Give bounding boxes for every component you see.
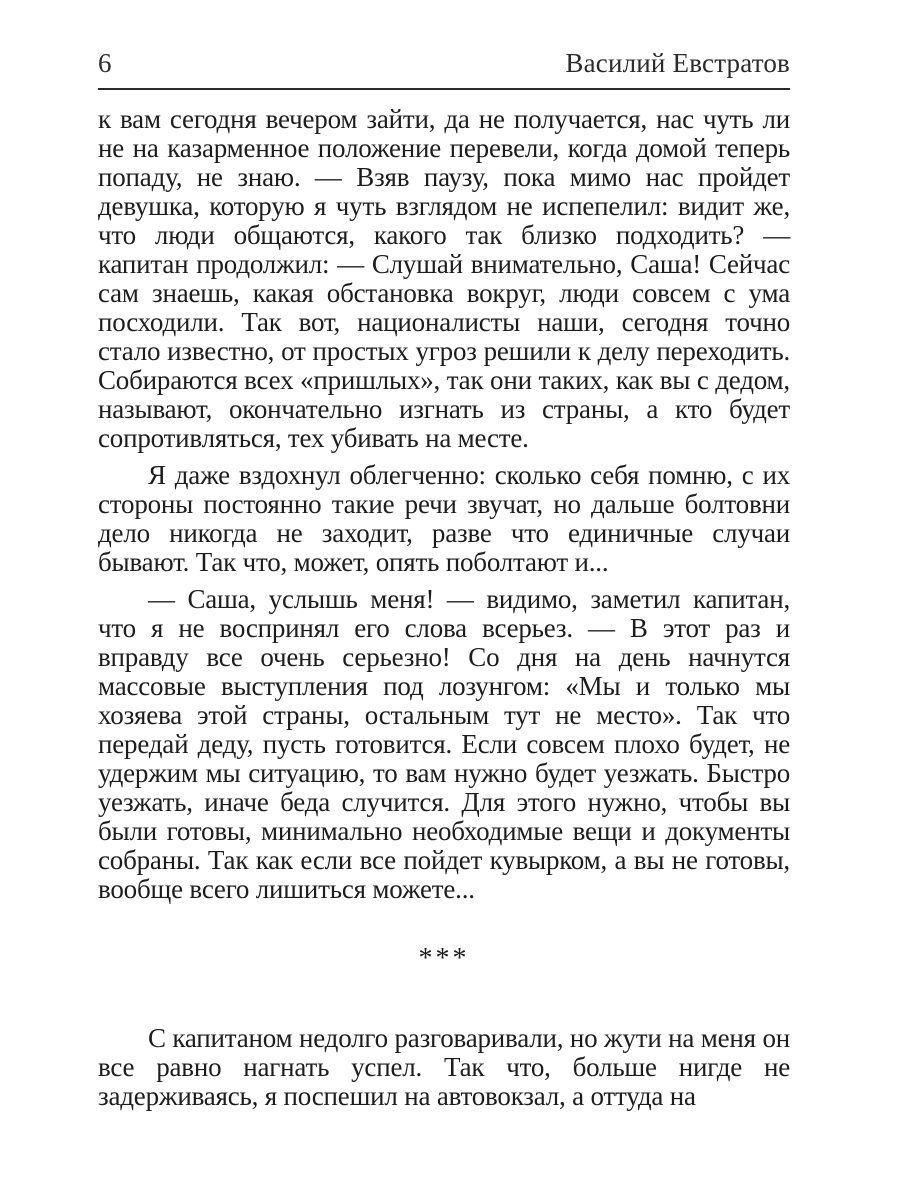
paragraph: Я даже вздохнул облегченно: сколько себя помню, с их стороны постоянно такие речи звучат, но дальше болтовни дело никогда не заходит, разве что единичные случаи бывают. Так что, может, опять поболтают и... bbox=[98, 460, 790, 577]
paragraph: — Саша, услышь меня! — видимо, заметил капитан, что я не воспринял его слова всерьез. — В этот раз и вправду все очень серьезно! Со дня на день начнутся массовые выступления под лозунгом: «Мы и только мы хозяева этой страны, остальным тут не место». Так что передай деду, пусть готовится. Если совсем плохо будет, не удержим мы ситуацию, то вам нужно будет уезжать. Быстро уезжать, иначе беда случится. Для этого нужно, чтобы вы были готовы, минимально необходимые вещи и документы собраны. Так как если все пойдет кувырком, а вы не готовы, вообще всего лишиться можете... bbox=[98, 584, 790, 904]
paragraph: С капитаном недолго разговаривали, но жути на меня он все равно нагнать успел. Так что, больше нигде не задерживаясь, я поспешил на автовокзал, а оттуда на bbox=[98, 1023, 790, 1111]
running-header bbox=[98, 47, 790, 90]
page-number: 6 bbox=[98, 48, 112, 78]
page-body bbox=[98, 105, 790, 1111]
section-separator: *** bbox=[418, 943, 470, 974]
running-header-author: Василий Евстратов bbox=[565, 48, 790, 78]
paragraph: к вам сегодня вечером зайти, да не получается, нас чуть ли не на казарменное положение перевели, когда домой теперь попаду, не знаю. — Взяв паузу, пока мимо нас пройдет девушка, которую я чуть взглядом не испепелил: видит же, что люди общаются, какого так близко подходить? — капитан продолжил: — Слушай внимательно, Саша! Сейчас сам знаешь, какая обстановка вокруг, люди совсем с ума посходили. Так вот, националисты наши, сегодня точно стало известно, от простых угроз решили к делу переходить. Собираются всех «пришлых», так они таких, как вы с дедом, называют, окончательно изгнать из страны, а кто будет сопротивляться, тех убивать на месте. bbox=[98, 104, 790, 453]
page-content bbox=[98, 0, 790, 1119]
